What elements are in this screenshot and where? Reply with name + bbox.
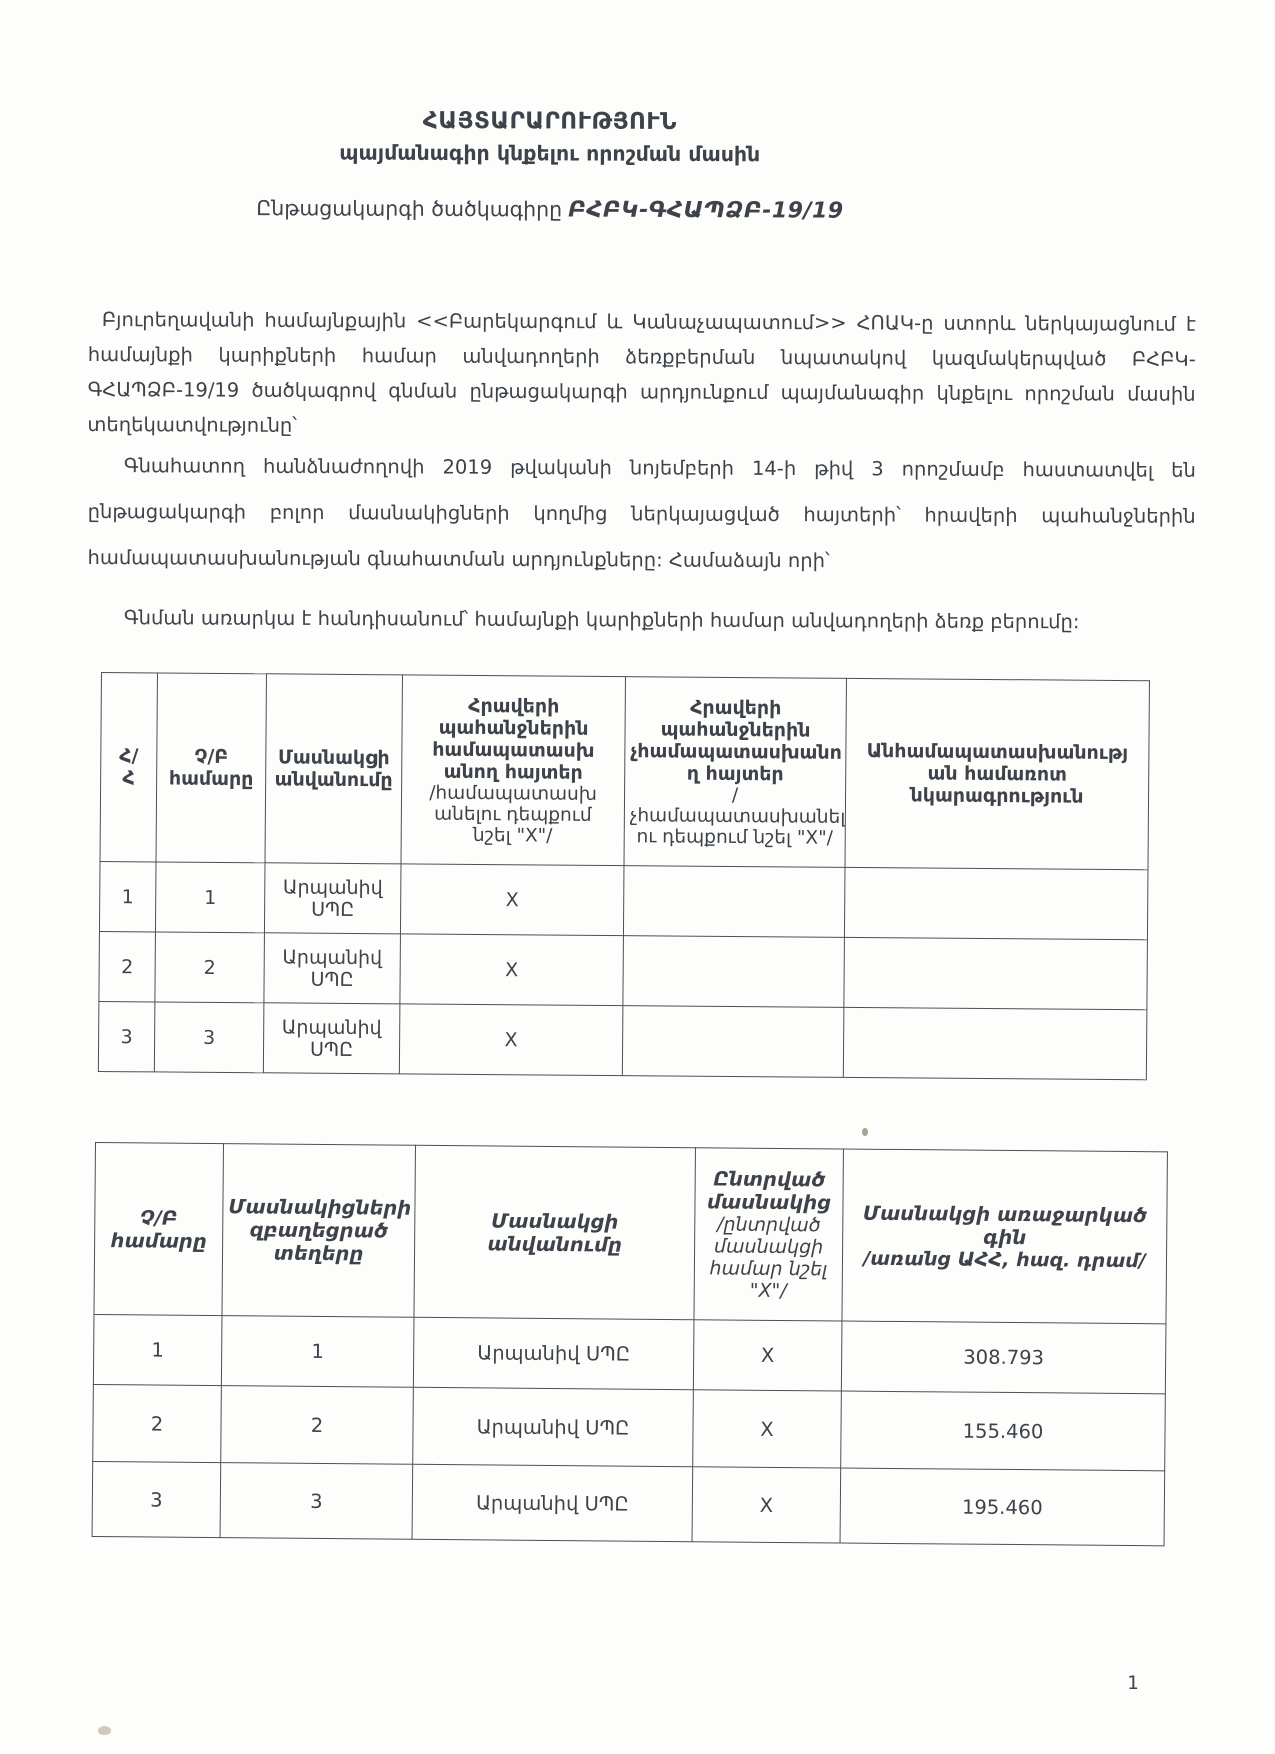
t1-cell-match: X [400, 864, 624, 936]
t2-cell-price: 195.460 [840, 1468, 1165, 1546]
t1-cell-nomatch [623, 866, 845, 938]
t2-row-3 [92, 1461, 1165, 1545]
t1-header-row [100, 673, 1149, 870]
procedure-code-label: Ընթացակարգի ծածկագիրը [256, 196, 563, 222]
t2-cell-name: Արպանիվ ՍՊԸ [413, 1387, 694, 1466]
t2-cell-name: Արպանիվ ՍՊԸ [413, 1317, 694, 1389]
t1-header-noncompliance-description: Անհամապատասխանությ ան համառոտ նկարագրություն [845, 678, 1149, 869]
t1-row-3 [98, 1001, 1147, 1079]
t1-header-participant-name: Մասնակցի անվանումը [265, 674, 402, 864]
t1-cell-name: Արպանիվ ՍՊԸ [263, 1003, 400, 1074]
t1-cell-nomatch [623, 936, 845, 1008]
t2-header-participant-name: Մասնակցի անվանումը [414, 1145, 695, 1319]
t2-cell-price: 155.460 [841, 1391, 1166, 1471]
t1-cell-index: 3 [98, 1001, 155, 1071]
document-subtitle: պայմանագիր կնքելու որոշման մասին [339, 140, 761, 167]
subject-paragraph: Գնման առարկա է հանդիսանում՝ համայնքի կարիքների համար անվադողերի ձեռք բերումը: [123, 606, 1080, 634]
t1-cell-match: X [399, 1004, 623, 1076]
t2-header-places: Մասնակիցների զբաղեցրած տեղերը [222, 1144, 415, 1318]
page-number: 1 [1127, 1672, 1139, 1694]
t1-cell-desc [844, 867, 1148, 939]
t1-cell-name: Արպանիվ ՍՊԸ [264, 863, 401, 934]
t2-header-selected: Ընտրված մասնակից /ընտրված մասնակցի համար նշել "X"/ [694, 1148, 843, 1321]
t2-cell-price: 308.793 [841, 1321, 1166, 1394]
procedure-code-line [0, 195, 1100, 225]
t1-cell-desc [844, 937, 1148, 1009]
document-heading [0, 106, 1100, 168]
t1-cell-nomatch [622, 1006, 844, 1078]
t1-cell-match: X [400, 934, 624, 1006]
t2-cell-lot: 1 [93, 1314, 222, 1385]
t2-cell-selected: X [692, 1467, 841, 1543]
document-title: ՀԱՅՏԱՐԱՐՈՒԹՅՈՒՆ [422, 107, 678, 135]
t1-cell-index: 2 [99, 931, 156, 1001]
t2-row-2 [93, 1384, 1166, 1470]
t1-row-1 [99, 861, 1148, 939]
t2-cell-selected: X [693, 1390, 842, 1468]
t1-cell-index: 1 [99, 861, 156, 931]
t1-cell-lot: 3 [154, 1002, 264, 1073]
t1-header-lot-number: Չ/Բ համարը [156, 673, 266, 863]
t1-cell-desc [843, 1007, 1147, 1079]
t1-cell-lot: 1 [155, 862, 265, 933]
t2-cell-name: Արպանիվ ՍՊԸ [412, 1464, 693, 1541]
t1-cell-lot: 2 [155, 932, 265, 1003]
t2-header-row [94, 1143, 1167, 1324]
t2-cell-selected: X [693, 1320, 842, 1391]
t2-cell-place: 3 [220, 1463, 413, 1540]
intro-paragraph: Բյուրեղավանի համայնքային <<Բարեկարգում և Կանաչապատում>> ՀՈԱԿ-ը ստորև ներկայացնում է համայնքի կարիքների համար անվադողերի ձեռքբերման նպատակով կազմակերպված ԲՀԲԿ-ԳՀԱՊՁԲ-19/19 ծածկագրով գնման ընթացակարգի արդյունքում պայմանագիր կնքելու որոշման մասին տեղեկատվությունը՝ [87, 308, 1196, 437]
t2-cell-lot: 3 [92, 1461, 221, 1537]
scan-speckle [862, 1128, 868, 1136]
t1-header-compliant-bids: Հրավերի պահանջներին համապատասխ անող հայտեր /համապատասխ անելու դեպքում նշել "X"/ [401, 675, 625, 866]
decision-paragraph: Գնահատող հանձնաժողովի 2019 թվականի նոյեմբերի 14-ի թիվ 3 որոշմամբ հաստատվել են ընթացակարգի բոլոր մասնակիցների կողմից ներկայացված հայտերի՝ հրավերի պահանջներին համապատասխանության գնահատման արդյունքները: Համաձայն որի՝ [87, 454, 1196, 573]
t1-row-2 [99, 931, 1148, 1009]
t1-header-index: Հ/ Հ [100, 673, 157, 862]
scan-speckle [98, 1726, 111, 1735]
t2-cell-place: 1 [221, 1316, 414, 1388]
procedure-code-value: ԲՀԲԿ-ԳՀԱՊՁԲ-19/19 [568, 197, 844, 224]
bid-compliance-table [98, 672, 1150, 1080]
t2-header-lot-number: Չ/Բ համարը [94, 1143, 223, 1316]
t2-cell-lot: 2 [93, 1384, 222, 1462]
t1-header-noncompliant-bids: Հրավերի պահանջներին չհամապատասխանո ղ հայտեր /չհամապատասխանել ու դեպքում նշել "X"/ [624, 677, 846, 868]
t1-cell-name: Արպանիվ ՍՊԸ [264, 933, 401, 1004]
selected-participant-table [92, 1142, 1168, 1546]
t2-cell-place: 2 [221, 1386, 414, 1465]
t2-row-1 [93, 1314, 1166, 1393]
t2-header-offered-price: Մասնակցի առաջարկած գին /առանց ԱՀՀ, հազ. դրամ/ [842, 1149, 1167, 1324]
